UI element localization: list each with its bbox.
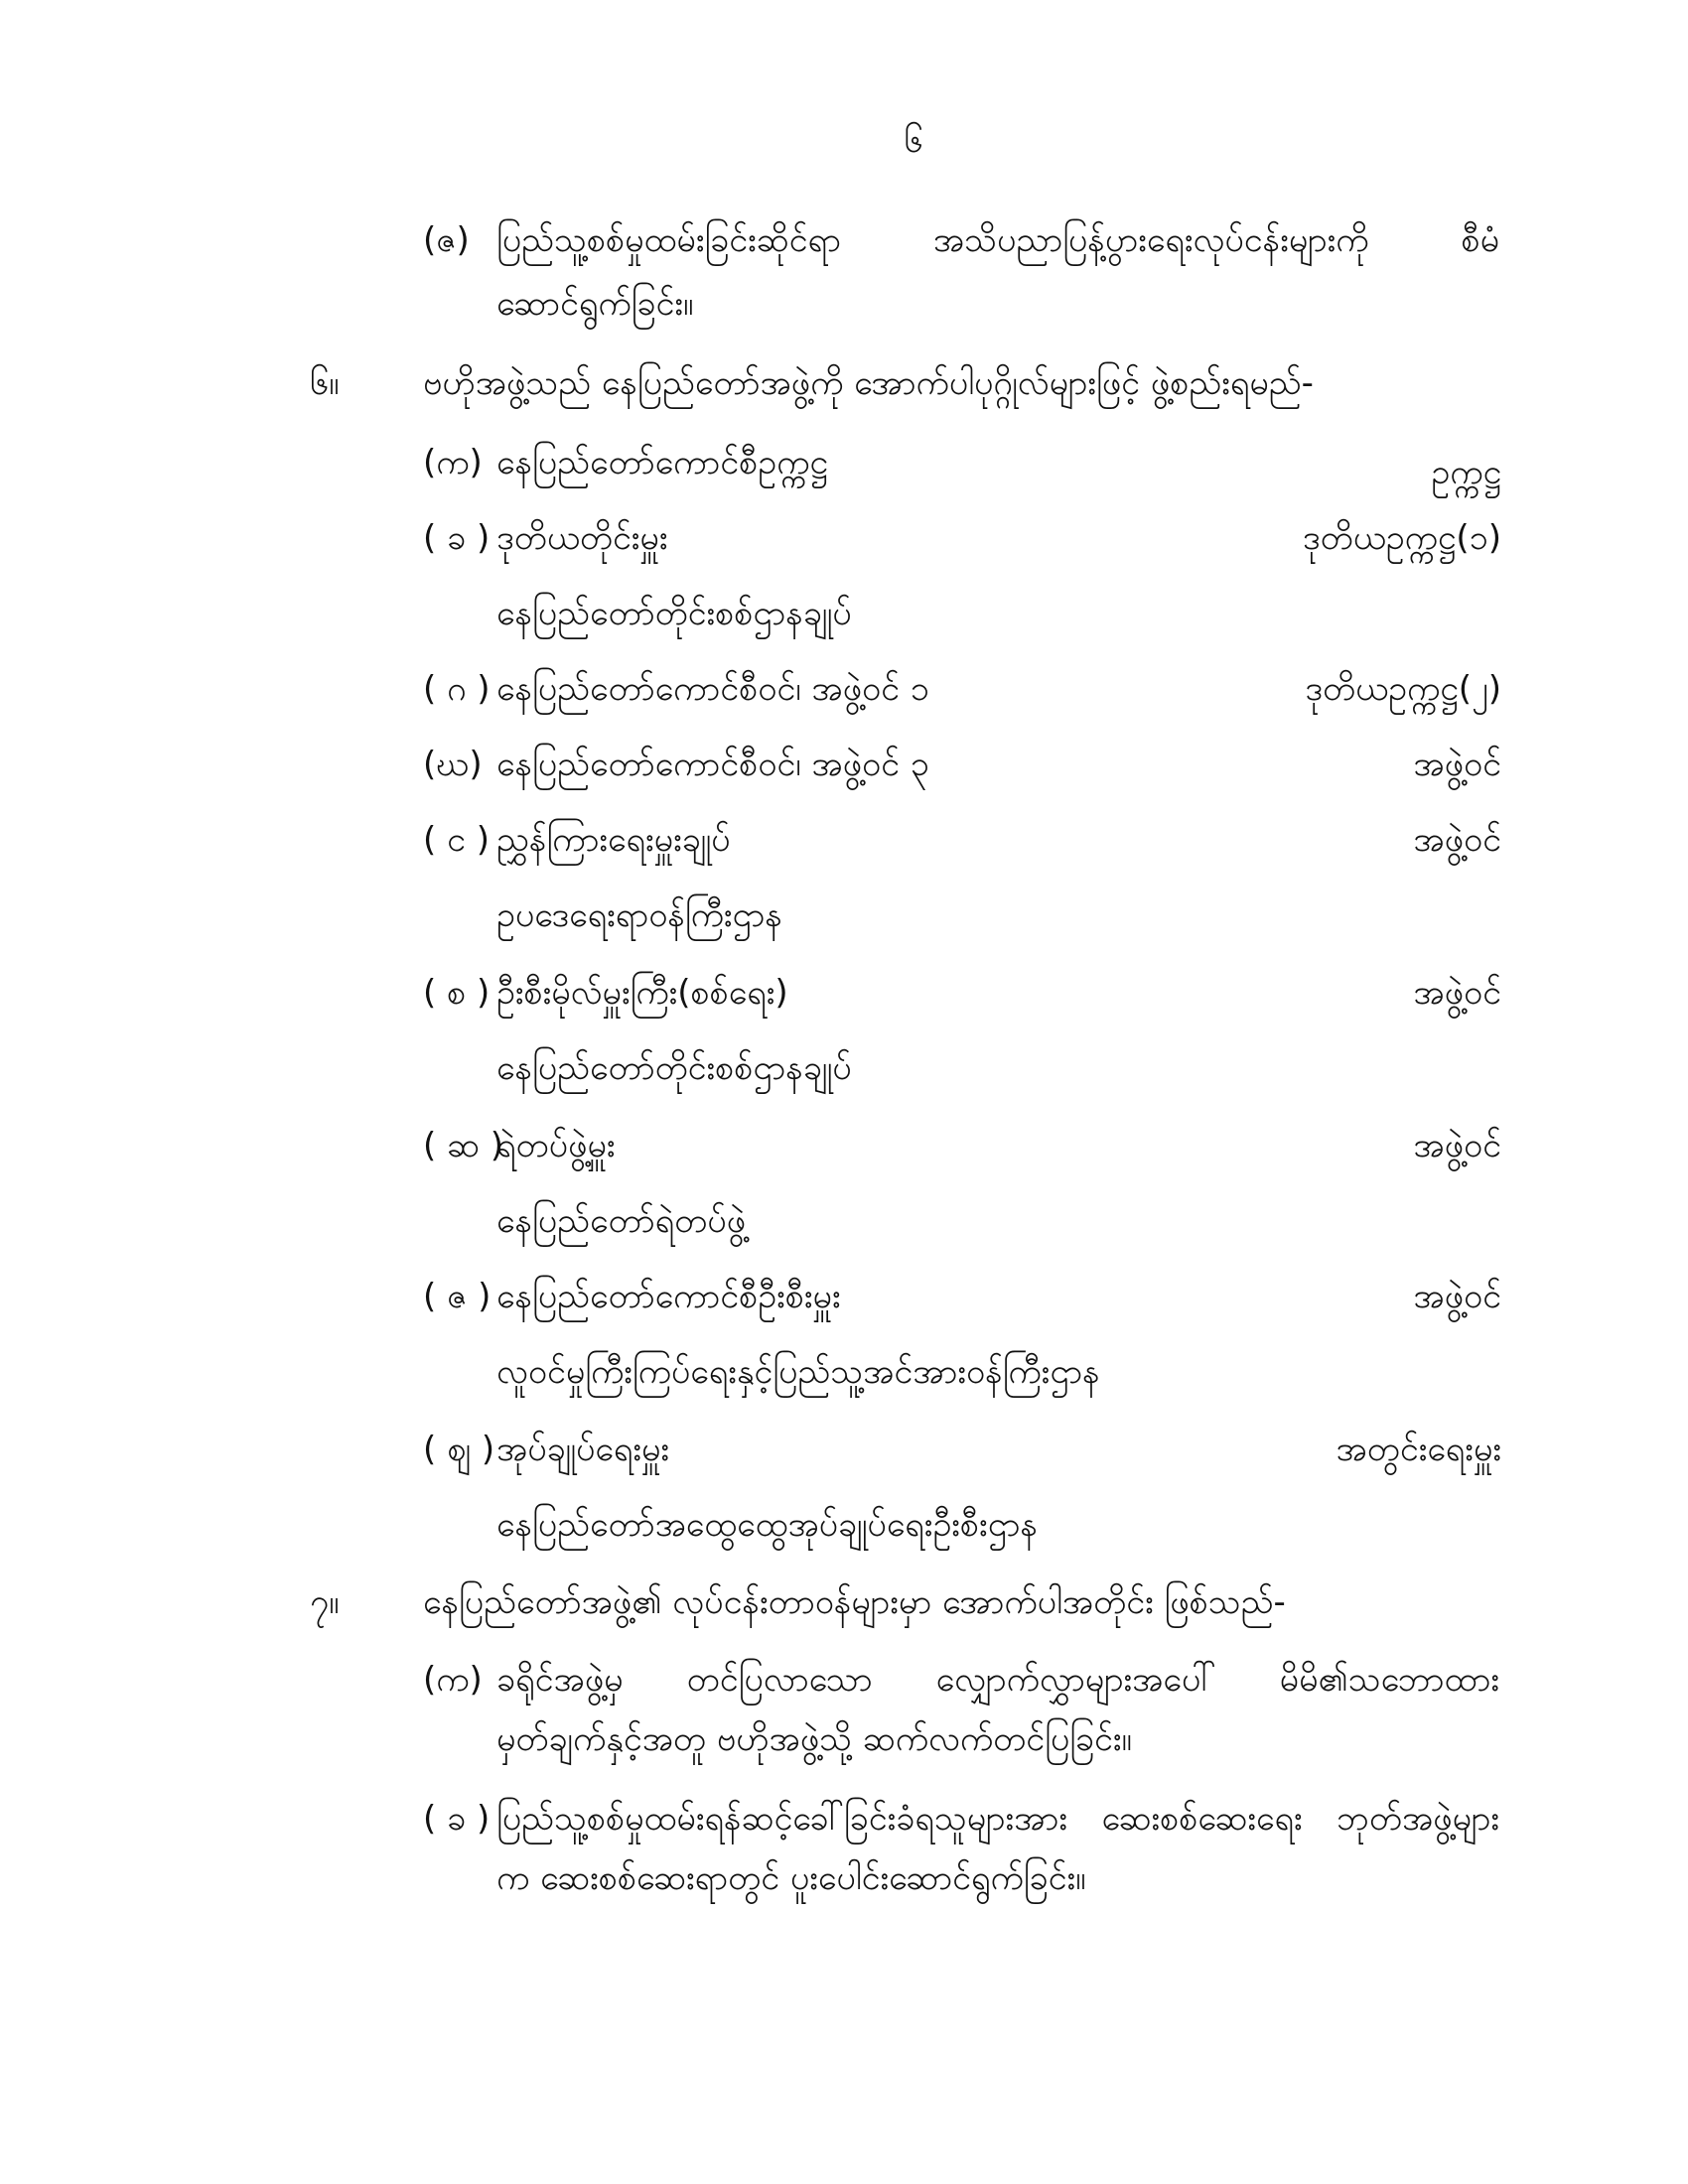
member-label: (က) <box>423 443 483 482</box>
member-title: နေပြည်တော်ကောင်စီဝင်၊ အဖွဲ့ဝင် ၁ <box>496 669 929 709</box>
member-label: (ဃ) <box>423 745 483 784</box>
member-label: ( ဆ ) <box>423 1126 504 1165</box>
member-department: နေပြည်တော်တိုင်းစစ်ဌာနချုပ် <box>496 1048 852 1088</box>
member-title: ရဲတပ်ဖွဲ့မှူး <box>496 1126 616 1165</box>
page-number: ၆ <box>904 121 923 161</box>
member-label: ( ဂ ) <box>423 669 491 709</box>
item-label: (ဇ) <box>423 220 470 260</box>
member-label: ( ဈ ) <box>423 1430 495 1469</box>
member-role: ဒုတိယဥက္ကဋ္ဌ(၁) <box>1302 518 1501 558</box>
member-role: အဖွဲ့ဝင် <box>1413 745 1501 784</box>
member-role: အဖွဲ့ဝင် <box>1413 973 1501 1013</box>
member-title: နေပြည်တော်ကောင်စီဦးစီးမှူး <box>496 1277 841 1316</box>
member-department: နေပြည်တော်ရဲတပ်ဖွဲ့ <box>496 1201 747 1241</box>
duty-text-line: ပြည်သူ့စစ်မှုထမ်းရန်ဆင့်ခေါ်ခြင်းခံရသူများအား ဆေးစစ်ဆေးရေး ဘုတ်အဖွဲ့များ <box>496 1799 1499 1839</box>
member-role: အတွင်းရေးမှူး <box>1336 1430 1501 1469</box>
member-department: လူဝင်မှုကြီးကြပ်ရေးနှင့်ပြည်သူ့အင်အားဝန်ကြီးဌာန <box>496 1352 1100 1392</box>
member-department: နေပြည်တော်တိုင်းစစ်ဌာနချုပ် <box>496 594 852 633</box>
duty-text-line: ခရိုင်အဖွဲ့မှ တင်ပြလာသော လျှောက်လွှာများအပေါ် မိမိ၏သဘောထား <box>496 1660 1499 1700</box>
member-role: အဖွဲ့ဝင် <box>1413 820 1501 860</box>
member-department: နေပြည်တော်အထွေထွေအုပ်ချုပ်ရေးဦးစီးဌာန <box>496 1505 1039 1545</box>
section-heading: ဗဟိုအဖွဲ့သည် နေပြည်တော်အဖွဲ့ကို အောက်ပါပုဂ္ဂိုလ်များဖြင့် ဖွဲ့စည်းရမည်- <box>423 363 1314 403</box>
member-title: ဒုတိယတိုင်းမှူး <box>496 518 668 558</box>
member-title: ဦးစီးမိုလ်မှူးကြီး(စစ်ရေး) <box>496 973 788 1013</box>
member-role: အဖွဲ့ဝင် <box>1413 1277 1501 1316</box>
member-title: နေပြည်တော်ကောင်စီဥက္ကဋ္ဌ <box>496 443 828 482</box>
item-text-line: ပြည်သူ့စစ်မှုထမ်းခြင်းဆိုင်ရာ အသိပညာပြန့်ပွားရေးလုပ်ငန်းများကို စီမံ <box>496 220 1499 260</box>
member-label: ( စ ) <box>423 973 491 1013</box>
member-label: ( ဇ ) <box>423 1277 492 1316</box>
section-number: ၇။ <box>310 1582 340 1622</box>
member-title: အုပ်ချုပ်ရေးမှူး <box>496 1430 670 1469</box>
member-label: ( င ) <box>423 820 491 860</box>
section-number: ၆။ <box>310 363 340 403</box>
section-heading: နေပြည်တော်အဖွဲ့၏ လုပ်ငန်းတာဝန်များမှာ အောက်ပါအတိုင်း ဖြစ်သည်- <box>423 1582 1286 1622</box>
member-role: ဒုတိယဥက္ကဋ္ဌ(၂) <box>1305 669 1501 709</box>
duty-label: ( ခ ) <box>423 1799 491 1839</box>
duty-label: (က) <box>423 1660 483 1700</box>
member-role: ဥက္ကဋ္ဌ <box>1431 453 1501 492</box>
member-title: နေပြည်တော်ကောင်စီဝင်၊ အဖွဲ့ဝင် ၃ <box>496 745 929 784</box>
member-department: ဥပဒေရေးရာဝန်ကြီးဌာန <box>496 895 782 935</box>
member-role: အဖွဲ့ဝင် <box>1413 1126 1501 1165</box>
item-text-line: ဆောင်ရွက်ခြင်း။ <box>496 284 694 324</box>
member-title: ညွှန်ကြားရေးမှူးချုပ် <box>496 820 731 860</box>
duty-text-line: က ဆေးစစ်ဆေးရာတွင် ပူးပေါင်းဆောင်ရွက်ခြင်း။ <box>496 1858 1086 1898</box>
duty-text-line: မှတ်ချက်နှင့်အတူ ဗဟိုအဖွဲ့သို့ ဆက်လက်တင်ပြခြင်း။ <box>496 1719 1132 1759</box>
member-label: ( ခ ) <box>423 518 491 558</box>
